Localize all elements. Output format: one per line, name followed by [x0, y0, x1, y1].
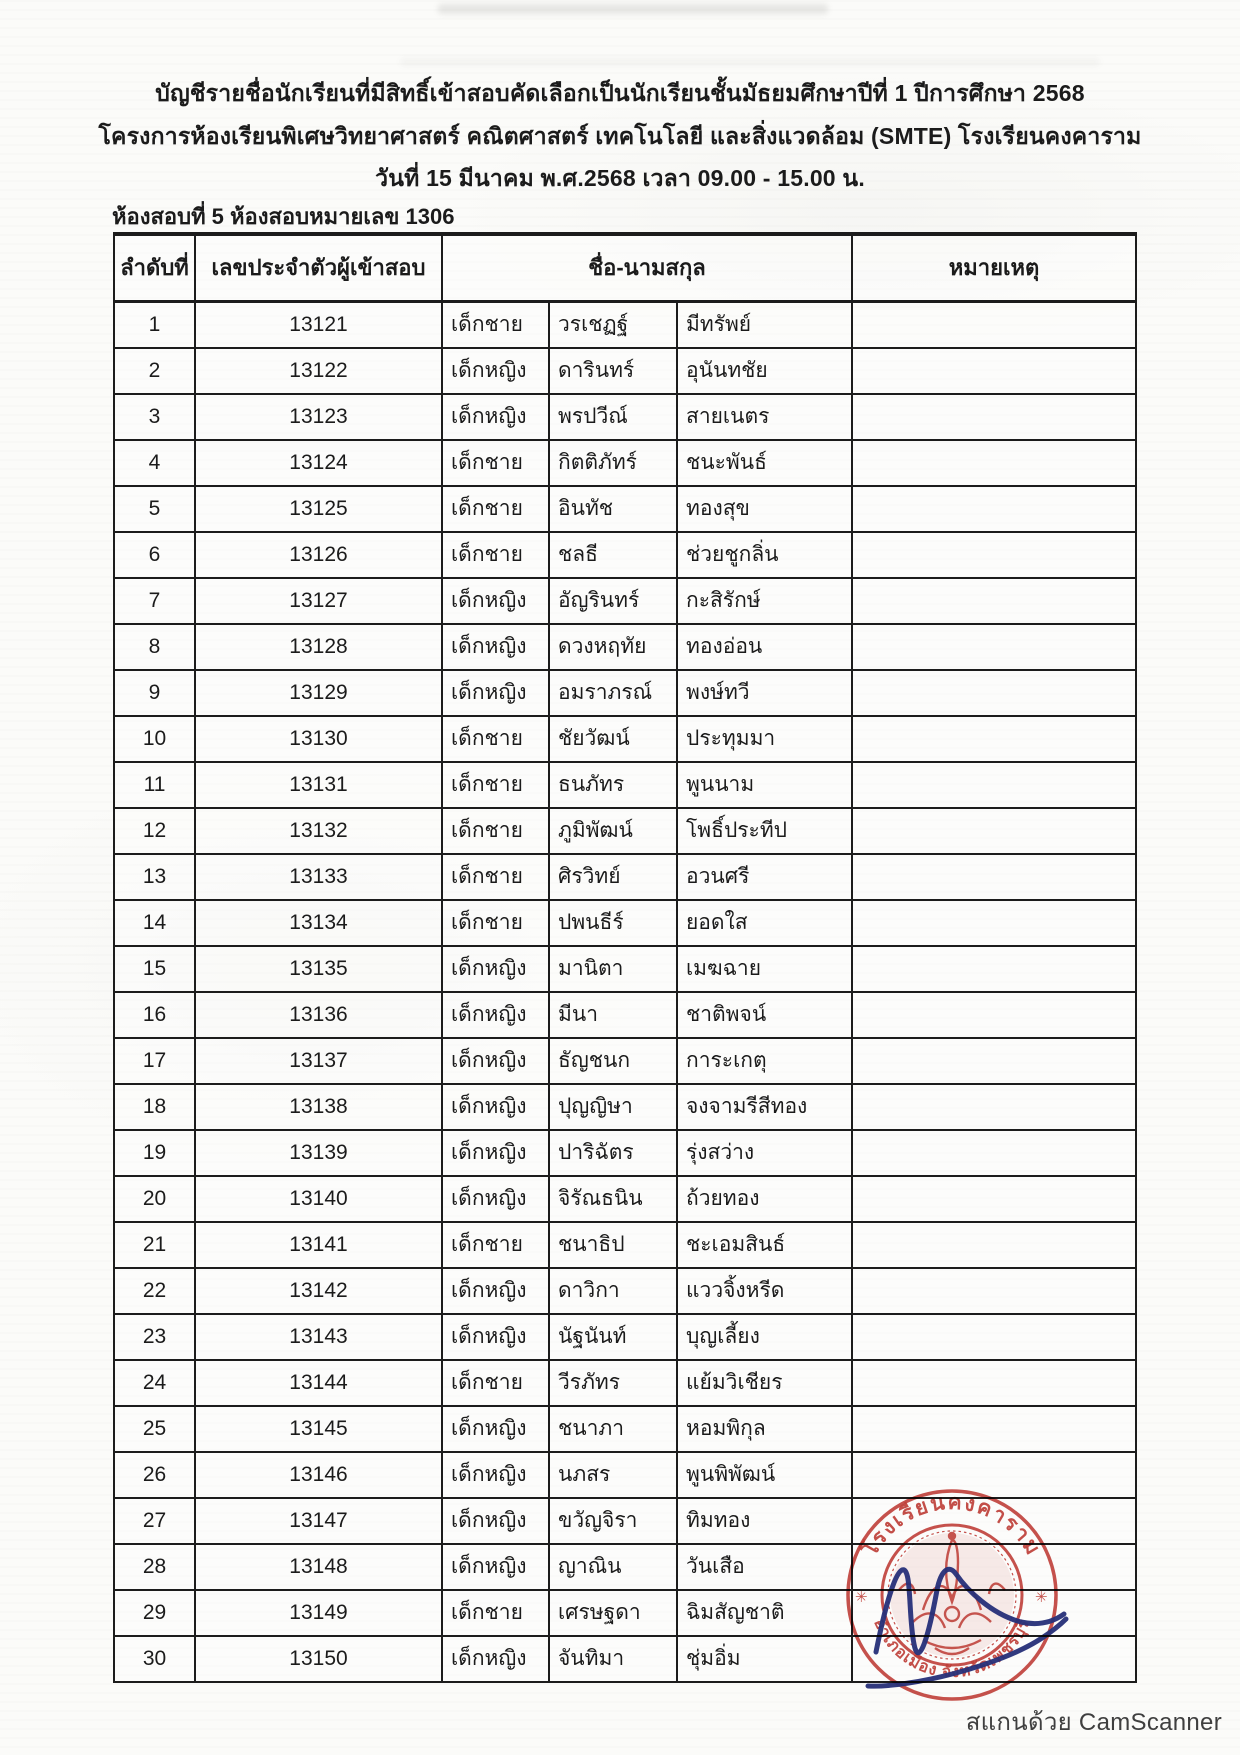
- cell-order: 26: [115, 1453, 196, 1497]
- cell-examinee-id: 13134: [196, 901, 443, 945]
- cell-remark: [853, 1315, 1135, 1359]
- cell-first-name: มีนา: [550, 993, 678, 1037]
- cell-remark: [853, 809, 1135, 853]
- cell-first-name: ขวัญจิรา: [550, 1499, 678, 1543]
- cell-last-name: ทองอ่อน: [678, 625, 853, 669]
- cell-title: เด็กชาย: [443, 1223, 550, 1267]
- cell-last-name: บุญเลี้ยง: [678, 1315, 853, 1359]
- exam-room-line: ห้องสอบที่ 5 ห้องสอบหมายเลข 1306: [112, 204, 455, 229]
- cell-last-name: การะเกตุ: [678, 1039, 853, 1083]
- table-row: [115, 809, 1135, 855]
- cell-first-name: ชลธี: [550, 533, 678, 577]
- cell-remark: [853, 533, 1135, 577]
- header-name: ชื่อ-นามสกุล: [443, 236, 853, 300]
- cell-remark: [853, 579, 1135, 623]
- cell-order: 6: [115, 533, 196, 577]
- cell-first-name: ดาวิกา: [550, 1269, 678, 1313]
- cell-first-name: มานิตา: [550, 947, 678, 991]
- table-row: [115, 993, 1135, 1039]
- cell-remark: [853, 349, 1135, 393]
- table-row: [115, 717, 1135, 763]
- table-row: [115, 533, 1135, 579]
- table-row: [115, 1361, 1135, 1407]
- cell-title: เด็กหญิง: [443, 1177, 550, 1221]
- cell-examinee-id: 13141: [196, 1223, 443, 1267]
- cell-title: เด็กหญิง: [443, 1637, 550, 1681]
- cell-title: เด็กหญิง: [443, 1499, 550, 1543]
- cell-title: เด็กหญิง: [443, 395, 550, 439]
- table-row: [115, 947, 1135, 993]
- cell-title: เด็กชาย: [443, 855, 550, 899]
- cell-first-name: ศิรวิทย์: [550, 855, 678, 899]
- cell-order: 29: [115, 1591, 196, 1635]
- cell-first-name: นัฐนันท์: [550, 1315, 678, 1359]
- header-remark: หมายเหตุ: [948, 254, 1040, 280]
- cell-examinee-id: 13145: [196, 1407, 443, 1451]
- cell-order: 30: [115, 1637, 196, 1681]
- cell-title: เด็กชาย: [443, 763, 550, 807]
- cell-examinee-id: 13140: [196, 1177, 443, 1221]
- cell-examinee-id: 13146: [196, 1453, 443, 1497]
- cell-first-name: อมราภรณ์: [550, 671, 678, 715]
- cell-first-name: วรเชฏฐ์: [550, 303, 678, 347]
- cell-examinee-id: 13137: [196, 1039, 443, 1083]
- camscanner-watermark: สแกนด้วย CamScanner: [965, 1709, 1222, 1736]
- cell-last-name: เมฆฉาย: [678, 947, 853, 991]
- table-row: [115, 625, 1135, 671]
- cell-last-name: อุนันทชัย: [678, 349, 853, 393]
- cell-examinee-id: 13150: [196, 1637, 443, 1681]
- table-header-row: [115, 236, 1135, 303]
- cell-examinee-id: 13147: [196, 1499, 443, 1543]
- cell-examinee-id: 13127: [196, 579, 443, 623]
- cell-last-name: ทิมทอง: [678, 1499, 853, 1543]
- bleedthrough-artifact: [438, 4, 828, 14]
- cell-first-name: กิตติภัทร์: [550, 441, 678, 485]
- cell-last-name: กะสิรักษ์: [678, 579, 853, 623]
- cell-title: เด็กชาย: [443, 1361, 550, 1405]
- cell-examinee-id: 13139: [196, 1131, 443, 1175]
- cell-last-name: สายเนตร: [678, 395, 853, 439]
- document-title-line1: บัญชีรายชื่อนักเรียนที่มีสิทธิ์เข้าสอบคัดเลือกเป็นนักเรียนชั้นมัธยมศึกษาปีที่ 1 ปีการศึกษา 2568: [155, 80, 1085, 106]
- table-row: [115, 487, 1135, 533]
- cell-title: เด็กหญิง: [443, 993, 550, 1037]
- cell-last-name: แววจิ้งหรีด: [678, 1269, 853, 1313]
- cell-order: 21: [115, 1223, 196, 1267]
- cell-last-name: ช่วยชูกลิ่น: [678, 533, 853, 577]
- cell-last-name: ชะเอมสินธ์: [678, 1223, 853, 1267]
- cell-first-name: ดารินทร์: [550, 349, 678, 393]
- cell-last-name: ชุ่มอิ่ม: [678, 1637, 853, 1681]
- cell-remark: [853, 947, 1135, 991]
- cell-title: เด็กหญิง: [443, 349, 550, 393]
- cell-order: 23: [115, 1315, 196, 1359]
- cell-title: เด็กหญิง: [443, 671, 550, 715]
- cell-examinee-id: 13124: [196, 441, 443, 485]
- cell-first-name: อินทัช: [550, 487, 678, 531]
- cell-examinee-id: 13131: [196, 763, 443, 807]
- cell-order: 4: [115, 441, 196, 485]
- cell-order: 16: [115, 993, 196, 1037]
- cell-order: 9: [115, 671, 196, 715]
- cell-remark: [853, 855, 1135, 899]
- cell-examinee-id: 13128: [196, 625, 443, 669]
- cell-remark: [853, 671, 1135, 715]
- cell-order: 8: [115, 625, 196, 669]
- cell-order: 7: [115, 579, 196, 623]
- cell-remark: [853, 487, 1135, 531]
- cell-first-name: พรปวีณ์: [550, 395, 678, 439]
- cell-remark: [853, 1177, 1135, 1221]
- cell-examinee-id: 13148: [196, 1545, 443, 1589]
- cell-order: 18: [115, 1085, 196, 1129]
- cell-examinee-id: 13138: [196, 1085, 443, 1129]
- cell-examinee-id: 13125: [196, 487, 443, 531]
- table-row: [115, 1269, 1135, 1315]
- cell-order: 11: [115, 763, 196, 807]
- cell-order: 12: [115, 809, 196, 853]
- cell-first-name: ปุญญิษา: [550, 1085, 678, 1129]
- cell-first-name: ญาณิน: [550, 1545, 678, 1589]
- table-row: [115, 1315, 1135, 1361]
- cell-title: เด็กชาย: [443, 1591, 550, 1635]
- cell-remark: [853, 717, 1135, 761]
- cell-last-name: หอมพิกุล: [678, 1407, 853, 1451]
- cell-title: เด็กหญิง: [443, 1407, 550, 1451]
- cell-last-name: พูนพิพัฒน์: [678, 1453, 853, 1497]
- cell-order: 27: [115, 1499, 196, 1543]
- cell-title: เด็กหญิง: [443, 1269, 550, 1313]
- cell-remark: [853, 1269, 1135, 1313]
- cell-remark: [853, 763, 1135, 807]
- cell-order: 22: [115, 1269, 196, 1313]
- cell-title: เด็กหญิง: [443, 1085, 550, 1129]
- table-row: [115, 1085, 1135, 1131]
- table-row: [115, 1039, 1135, 1085]
- cell-title: เด็กชาย: [443, 533, 550, 577]
- cell-last-name: จงจามรีสีทอง: [678, 1085, 853, 1129]
- cell-examinee-id: 13135: [196, 947, 443, 991]
- table-row: [115, 763, 1135, 809]
- table-row: [115, 441, 1135, 487]
- cell-remark: [853, 441, 1135, 485]
- cell-order: 17: [115, 1039, 196, 1083]
- cell-examinee-id: 13130: [196, 717, 443, 761]
- cell-first-name: นภสร: [550, 1453, 678, 1497]
- cell-last-name: รุ่งสว่าง: [678, 1131, 853, 1175]
- cell-last-name: พูนนาม: [678, 763, 853, 807]
- cell-remark: [853, 1039, 1135, 1083]
- cell-remark: [853, 1085, 1135, 1129]
- cell-title: เด็กชาย: [443, 809, 550, 853]
- cell-title: เด็กชาย: [443, 717, 550, 761]
- header-order: ลำดับที่: [115, 236, 196, 300]
- cell-remark: [853, 1131, 1135, 1175]
- cell-order: 10: [115, 717, 196, 761]
- cell-first-name: วีรภัทร: [550, 1361, 678, 1405]
- cell-first-name: ปาริฉัตร: [550, 1131, 678, 1175]
- cell-first-name: จิรัณธนิน: [550, 1177, 678, 1221]
- cell-title: เด็กชาย: [443, 901, 550, 945]
- cell-title: เด็กหญิง: [443, 1315, 550, 1359]
- cell-remark: [853, 1361, 1135, 1405]
- cell-last-name: ถ้วยทอง: [678, 1177, 853, 1221]
- cell-remark: [853, 1407, 1135, 1451]
- cell-examinee-id: 13123: [196, 395, 443, 439]
- table-row: [115, 303, 1135, 349]
- cell-title: เด็กชาย: [443, 487, 550, 531]
- cell-remark: [853, 303, 1135, 347]
- cell-title: เด็กชาย: [443, 441, 550, 485]
- bleedthrough-artifact: [400, 58, 1100, 66]
- table-row: [115, 395, 1135, 441]
- cell-remark: [853, 993, 1135, 1037]
- cell-title: เด็กหญิง: [443, 579, 550, 623]
- cell-first-name: ภูมิพัฒน์: [550, 809, 678, 853]
- cell-first-name: ธัญชนก: [550, 1039, 678, 1083]
- cell-examinee-id: 13142: [196, 1269, 443, 1313]
- cell-title: เด็กหญิง: [443, 947, 550, 991]
- cell-first-name: ชนาภา: [550, 1407, 678, 1451]
- cell-remark: [853, 395, 1135, 439]
- cell-last-name: ฉิมสัญชาติ: [678, 1591, 853, 1635]
- cell-examinee-id: 13133: [196, 855, 443, 899]
- cell-first-name: ชัยวัฒน์: [550, 717, 678, 761]
- cell-first-name: อัญรินทร์: [550, 579, 678, 623]
- cell-order: 2: [115, 349, 196, 393]
- cell-remark: [853, 901, 1135, 945]
- table-row: [115, 855, 1135, 901]
- cell-order: 14: [115, 901, 196, 945]
- document-date-line: วันที่ 15 มีนาคม พ.ศ.2568 เวลา 09.00 - 15.00 น.: [375, 165, 865, 191]
- cell-examinee-id: 13121: [196, 303, 443, 347]
- cell-title: เด็กหญิง: [443, 625, 550, 669]
- table-row: [115, 671, 1135, 717]
- cell-order: 3: [115, 395, 196, 439]
- cell-examinee-id: 13143: [196, 1315, 443, 1359]
- cell-first-name: เศรษฐดา: [550, 1591, 678, 1635]
- cell-last-name: โพธิ์ประทีป: [678, 809, 853, 853]
- cell-order: 13: [115, 855, 196, 899]
- cell-title: เด็กหญิง: [443, 1453, 550, 1497]
- cell-examinee-id: 13149: [196, 1591, 443, 1635]
- cell-examinee-id: 13129: [196, 671, 443, 715]
- school-seal-stamp: [795, 1462, 1125, 1722]
- cell-first-name: ธนภัทร: [550, 763, 678, 807]
- cell-title: เด็กชาย: [443, 303, 550, 347]
- table-row: [115, 1131, 1135, 1177]
- table-row: [115, 901, 1135, 947]
- cell-title: เด็กหญิง: [443, 1131, 550, 1175]
- cell-first-name: ปพนธีร์: [550, 901, 678, 945]
- cell-last-name: วันเสือ: [678, 1545, 853, 1589]
- cell-title: เด็กหญิง: [443, 1545, 550, 1589]
- cell-order: 24: [115, 1361, 196, 1405]
- cell-examinee-id: 13126: [196, 533, 443, 577]
- stamp-star-icon: ✳: [1035, 1589, 1048, 1606]
- cell-order: 19: [115, 1131, 196, 1175]
- cell-order: 25: [115, 1407, 196, 1451]
- cell-order: 28: [115, 1545, 196, 1589]
- cell-first-name: ดวงหฤทัย: [550, 625, 678, 669]
- cell-remark: [853, 1223, 1135, 1267]
- cell-examinee-id: 13136: [196, 993, 443, 1037]
- cell-title: เด็กหญิง: [443, 1039, 550, 1083]
- cell-last-name: ชนะพันธ์: [678, 441, 853, 485]
- cell-order: 5: [115, 487, 196, 531]
- table-row: [115, 1407, 1135, 1453]
- cell-remark: [853, 625, 1135, 669]
- cell-first-name: จันทิมา: [550, 1637, 678, 1681]
- cell-examinee-id: 13144: [196, 1361, 443, 1405]
- cell-last-name: มีทรัพย์: [678, 303, 853, 347]
- stamp-star-icon: ✳: [855, 1589, 868, 1606]
- stamp-bottom-text: อำเภอเมือง จังหวัดเพชรบุรี: [870, 1615, 1034, 1682]
- cell-last-name: พงษ์ทวี: [678, 671, 853, 715]
- cell-last-name: ยอดใส: [678, 901, 853, 945]
- table-row: [115, 1223, 1135, 1269]
- cell-examinee-id: 13132: [196, 809, 443, 853]
- cell-first-name: ชนาธิป: [550, 1223, 678, 1267]
- cell-last-name: ประทุมมา: [678, 717, 853, 761]
- cell-order: 1: [115, 303, 196, 347]
- cell-last-name: อวนศรี: [678, 855, 853, 899]
- header-examinee-id: เลขประจำตัวผู้เข้าสอบ: [196, 236, 443, 300]
- cell-last-name: ทองสุข: [678, 487, 853, 531]
- table-row: [115, 1177, 1135, 1223]
- cell-last-name: ชาติพจน์: [678, 993, 853, 1037]
- cell-order: 15: [115, 947, 196, 991]
- cell-examinee-id: 13122: [196, 349, 443, 393]
- stamp-top-text: โรงเรียนคงคาราม: [858, 1490, 1046, 1561]
- document-title-line2: โครงการห้องเรียนพิเศษวิทยาศาสตร์ คณิตศาสตร์ เทคโนโลยี และสิ่งแวดล้อม (SMTE) โรงเรียนคงคาราม: [98, 123, 1142, 149]
- cell-last-name: แย้มวิเชียร: [678, 1361, 853, 1405]
- table-row: [115, 579, 1135, 625]
- cell-order: 20: [115, 1177, 196, 1221]
- table-row: [115, 349, 1135, 395]
